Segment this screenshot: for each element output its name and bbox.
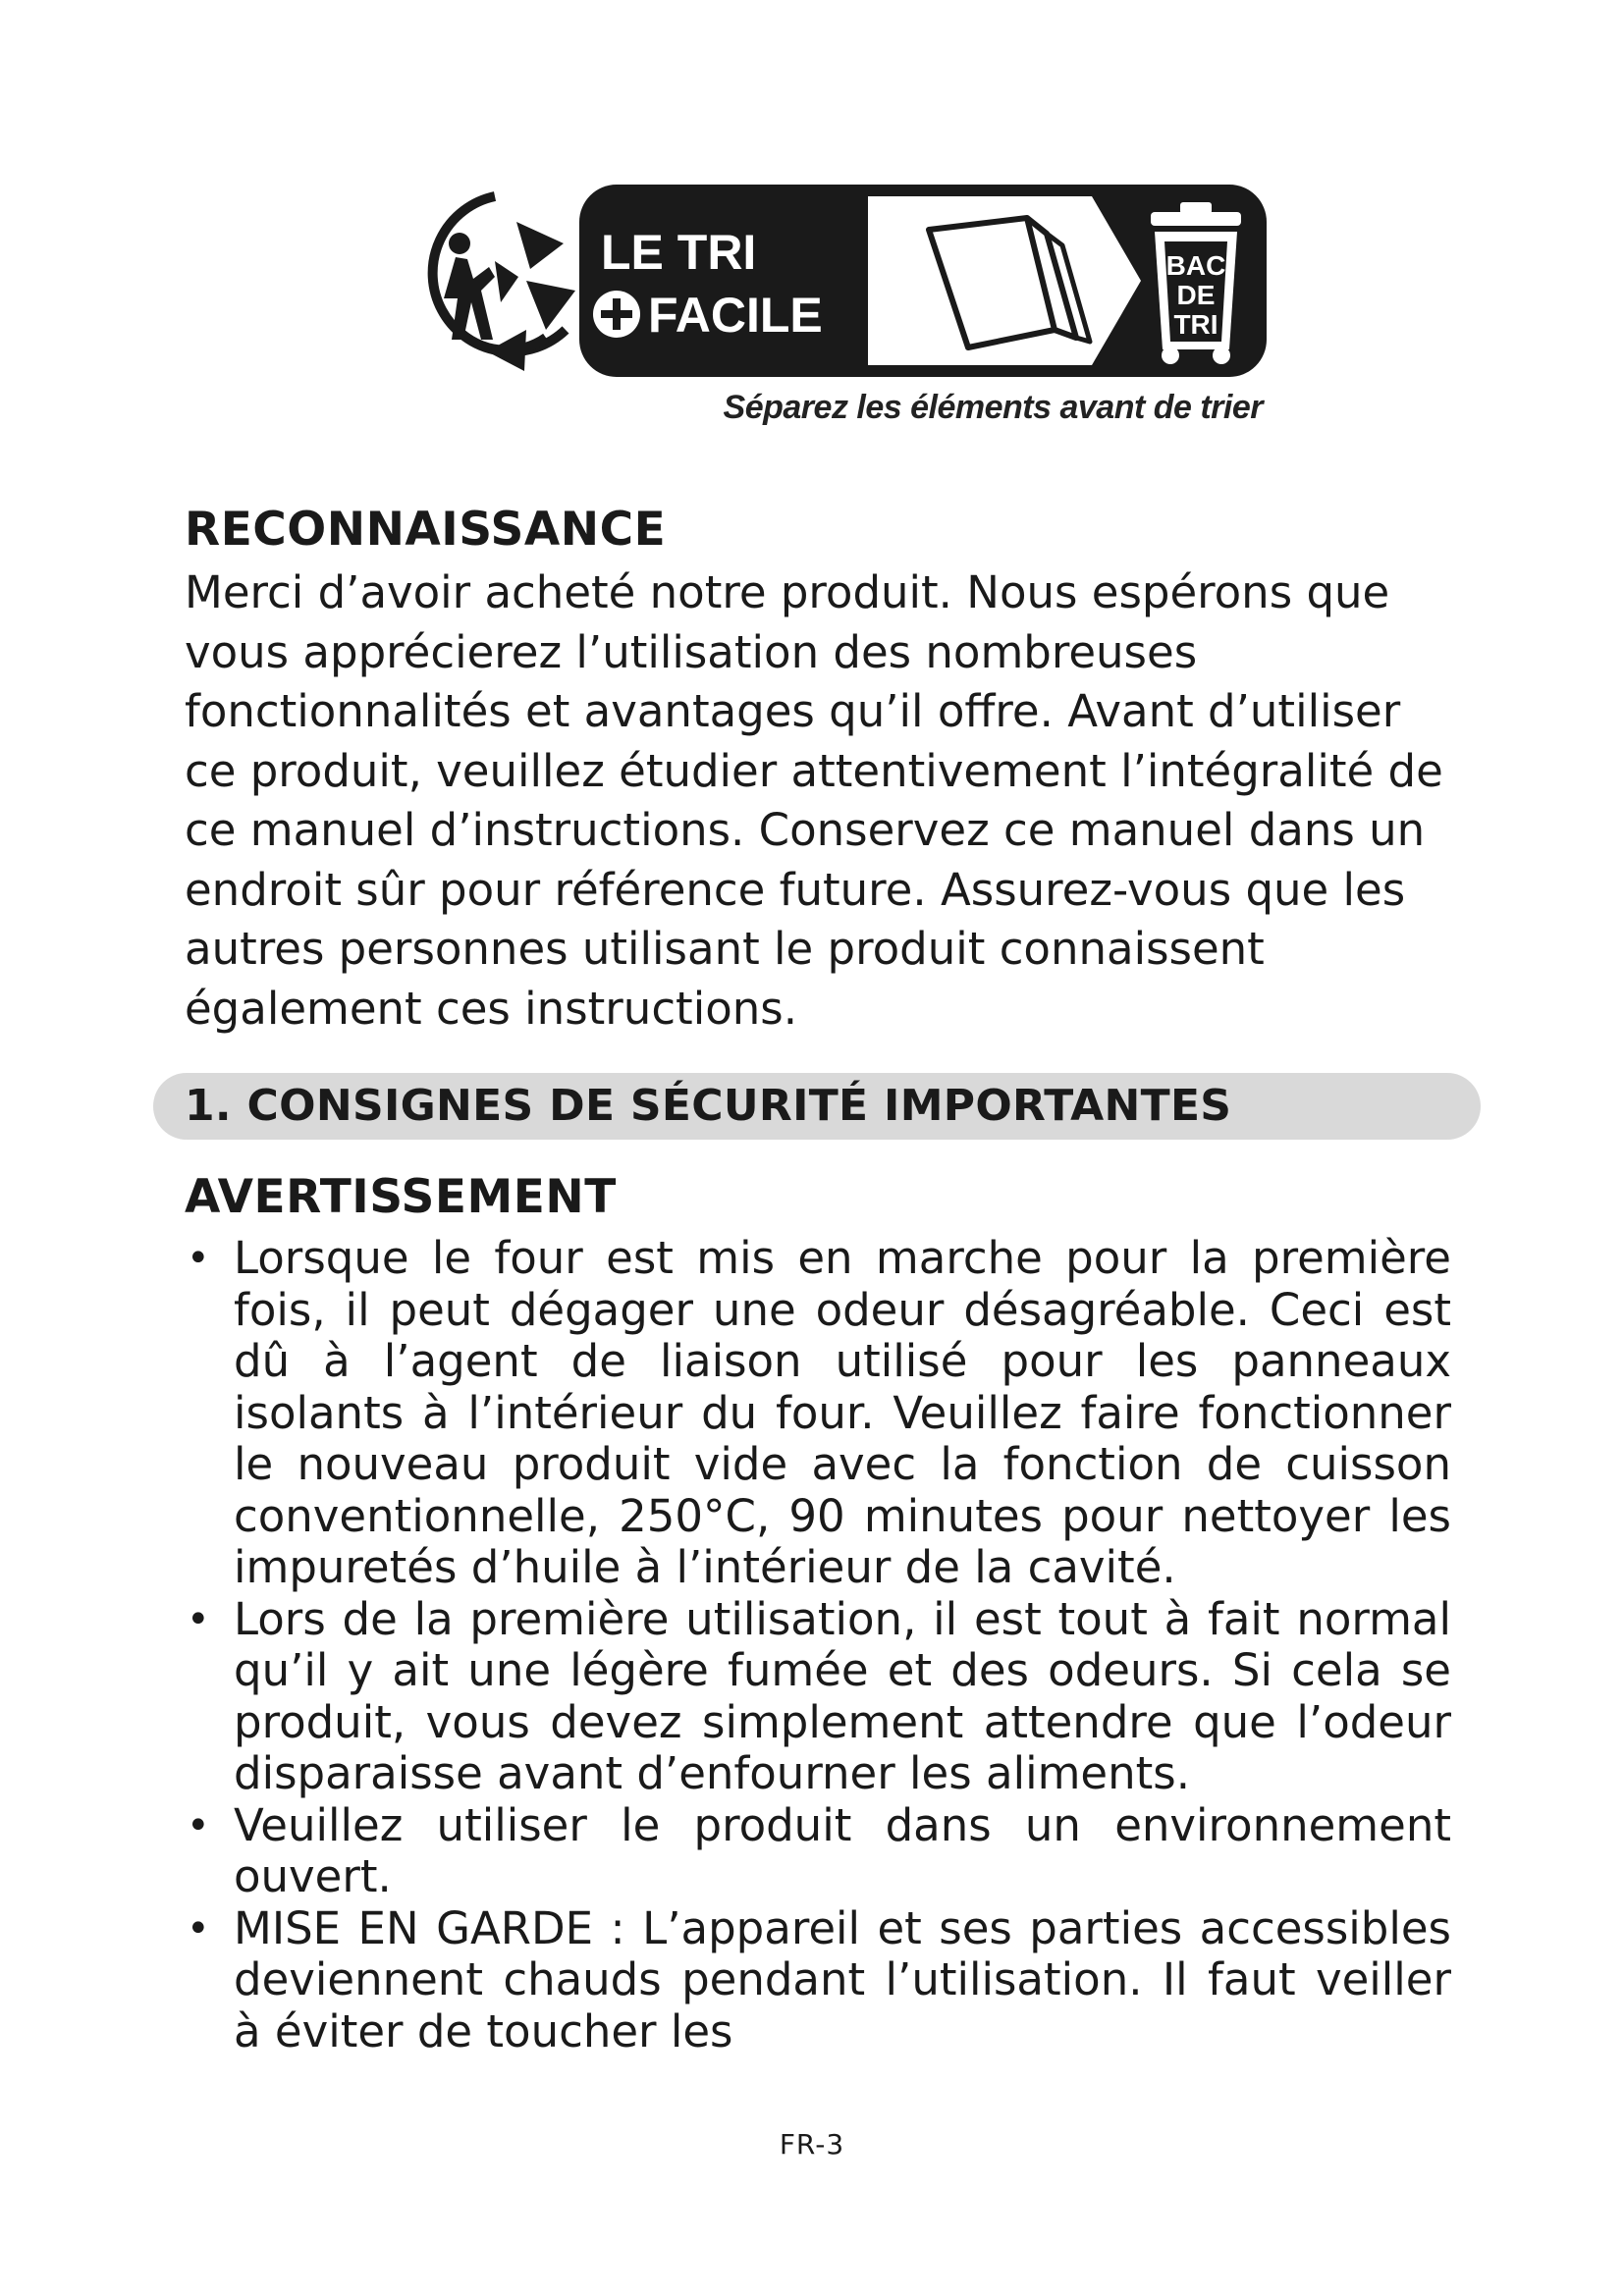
warning-list <box>185 1233 1451 2057</box>
section-title: 1. CONSIGNES DE SÉCURITÉ IMPORTANTES <box>185 1081 1232 1131</box>
reconnaissance-heading: RECONNAISSANCE <box>185 503 667 557</box>
list-item <box>185 1233 1451 1594</box>
logo-title-line2: FACILE <box>648 288 823 343</box>
list-item-text: Lors de la première utilisation, il est tout à fait normal qu’il y ait une légère fumée et des odeurs. Si cela se produit, vous devez simplement attendre que l’odeur disparaisse avant d’enfourner les aliments. <box>234 1592 1451 1799</box>
bin-label-line2: DE <box>1176 280 1216 310</box>
page-number: FR-3 <box>779 2128 845 2161</box>
list-item-text: MISE EN GARDE : L’appareil et ses parties accessibles deviennent chauds pendant l’utilisation. Il faut veiller à éviter de toucher les <box>234 1901 1451 2057</box>
list-item <box>185 1903 1451 2058</box>
logo-caption: Séparez les éléments avant de trier <box>723 389 1263 426</box>
avertissement-heading: AVERTISSEMENT <box>185 1170 617 1224</box>
bullet-icon: • <box>187 1802 210 1848</box>
list-item-text: Veuillez utiliser le produit dans un environnement ouvert. <box>234 1798 1451 1902</box>
logo-title-line1: LE TRI <box>601 225 757 280</box>
bin-label-line3: TRI <box>1173 309 1218 340</box>
bullet-icon: • <box>187 1236 210 1281</box>
reconnaissance-section <box>185 501 1461 1039</box>
plus-icon <box>593 291 640 338</box>
bullet-icon: • <box>187 1596 210 1642</box>
list-item-text: Lorsque le four est mis en marche pour la première fois, il peut dégager une odeur désagréable. Ceci est dû à l’agent de liaison utilisé pour les panneaux isolants à l’intérieur du four. Veuillez faire fonctionner le nouveau produit vide avec la fonction de cuisson conventionnelle, 250°C, 90 minutes pour nettoyer les impuretés d’huile à l’intérieur de la cavité. <box>234 1232 1451 1593</box>
reconnaissance-text: Merci d’avoir acheté notre produit. Nous espérons que vous apprécierez l’utilisation des nombreuses fonctionnalités et avantages qu’il offre. Avant d’utiliser ce produit, veuillez étudier attentivement l’intégralité de ce manuel d’instructions. Conservez ce manuel dans un endroit sûr pour référence future. Assurez-vous que les autres personnes utilisant le produit connaissent également ces instructions. <box>185 566 1443 1035</box>
triman-logo <box>399 183 1272 438</box>
list-item <box>185 1594 1451 1800</box>
list-item <box>185 1800 1451 1903</box>
bin-label-line1: BAC <box>1165 250 1226 281</box>
avertissement-section <box>185 1168 1451 2057</box>
tri-facile-graphic <box>399 183 1272 379</box>
triman-icon <box>433 196 575 371</box>
bullet-icon: • <box>187 1905 210 1951</box>
